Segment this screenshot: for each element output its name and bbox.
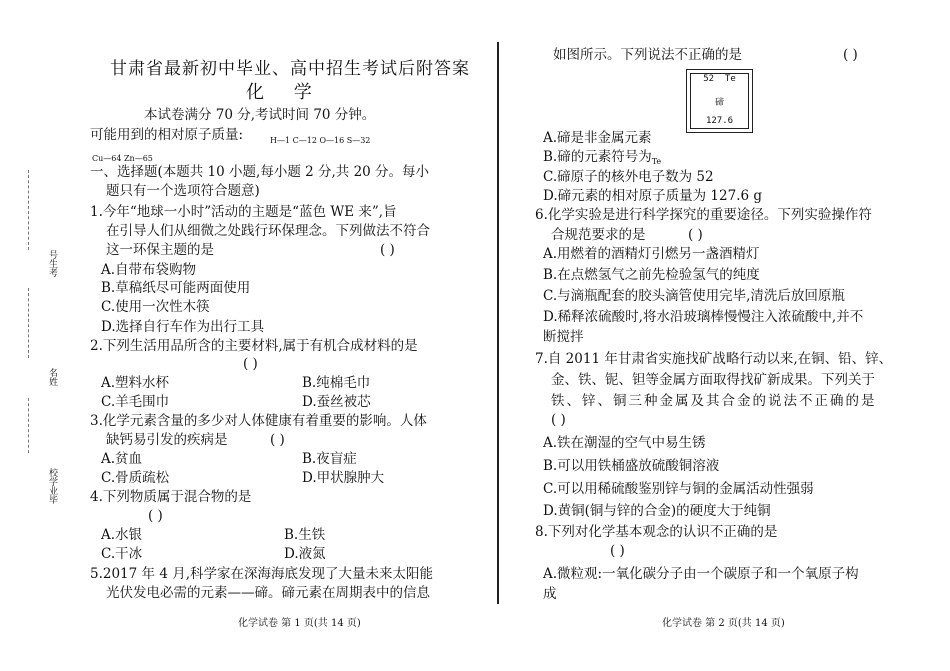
q3-answer-blank[interactable]: ( ) [270, 432, 285, 448]
q1-stem-3: 这一环保主题的是 [106, 242, 214, 258]
page-1-footer: 化学试卷 第 1 页(共 14 页) [238, 618, 361, 629]
q2-answer-blank[interactable]: ( ) [243, 356, 258, 372]
element-atomic-mass: 127.6 [705, 116, 734, 126]
q2-option-d[interactable]: D.蚕丝被芯 [302, 394, 371, 410]
q8-stem-1: 8.下列对化学基本观念的认识不正确的是 [535, 524, 778, 540]
q7-stem-2: 金、铁、铌、钽等金属方面取得找矿新成果。下列关于 [551, 372, 875, 388]
q7-stem-1: 7.自 2011 年甘肃省实施找矿战略行动以来,在铜、铅、锌、 [535, 351, 893, 367]
q6-option-d-line-2[interactable]: 断搅拌 [543, 329, 584, 345]
margin-label-exam-number: 号生考 [49, 251, 59, 279]
q1-option-c[interactable]: C.使用一次性木筷 [101, 299, 210, 315]
q5-option-d[interactable]: D.碲元素的相对原子质量为 127.6 g [543, 188, 763, 204]
q7-option-d[interactable]: D.黄铜(铜与锌的合金)的硬度大于纯铜 [543, 503, 771, 519]
q5-stem-3: 如图所示。下列说法不正确的是 [553, 47, 742, 63]
q3-stem-2: 缺钙易引发的疾病是 [106, 432, 228, 448]
margin-label-name: 名姓 [49, 369, 59, 388]
margin-dash-line [28, 288, 29, 358]
q7-stem-3: 铁、锌、铜三种金属及其合金的说法不正确的是 [551, 393, 877, 409]
element-header [687, 74, 752, 84]
q1-stem-1: 1.今年“地球一小时”活动的主题是“蓝色 WE 来”,旨 [90, 204, 397, 220]
q1-option-a[interactable]: A.自带布袋购物 [101, 262, 197, 278]
q2-option-c[interactable]: C.羊毛围巾 [101, 394, 170, 410]
q7-option-c[interactable]: C.可以用稀硫酸鉴别锌与铜的金属活动性强弱 [543, 481, 814, 497]
q5-stem-2: 光伏发电必需的元素——碲。碲元素在周期表中的信息 [106, 585, 430, 601]
q2-option-a[interactable]: A.塑料水杯 [101, 375, 170, 391]
atomic-mass-label: 可能用到的相对原子质量: [90, 127, 244, 143]
q6-stem-1: 6.化学实验是进行科学探究的重要途径。下列实验操作符 [535, 207, 872, 223]
periodic-element-card [686, 69, 753, 133]
q4-answer-blank[interactable]: ( ) [148, 508, 163, 524]
q3-option-c[interactable]: C.骨质疏松 [101, 470, 170, 486]
exam-title: 甘肃省最新初中毕业、高中招生考试后附答案 [110, 59, 470, 79]
q3-stem-1: 3.化学元素含量的多少对人体健康有着重要的影响。人体 [90, 413, 427, 429]
q1-option-d[interactable]: D.选择自行车作为出行工具 [101, 319, 265, 335]
q4-option-c[interactable]: C.干冰 [101, 546, 143, 562]
exam-intro: 本试卷满分 70 分,考试时间 70 分钟。 [144, 107, 376, 123]
q8-answer-blank[interactable]: ( ) [610, 543, 625, 559]
q1-option-b[interactable]: B.草稿纸尽可能两面使用 [101, 280, 251, 296]
q7-option-a[interactable]: A.铁在潮湿的空气中易生锈 [543, 435, 706, 451]
q5-option-b-text: B.碲的元素符号为 [543, 149, 652, 165]
q4-option-d[interactable]: D.液氮 [284, 546, 326, 562]
q3-option-b[interactable]: B.夜盲症 [302, 451, 357, 467]
q6-option-a[interactable]: A.用燃着的酒精灯引燃另一盏酒精灯 [543, 246, 760, 262]
q8-option-a-line-2[interactable]: 成 [543, 586, 557, 602]
q7-option-b[interactable]: B.可以用铁桶盛放硫酸铜溶液 [543, 458, 720, 474]
q6-option-c[interactable]: C.与滴瓶配套的胶头滴管使用完毕,清洗后放回原瓶 [543, 288, 845, 304]
page-2-footer: 化学试卷 第 2 页(共 14 页) [662, 618, 785, 629]
page-divider [497, 42, 499, 604]
q1-answer-blank[interactable]: ( ) [380, 242, 395, 258]
q6-option-b[interactable]: B.在点燃氢气之前先检验氢气的纯度 [543, 267, 760, 283]
margin-dash-line [28, 398, 29, 453]
q5-option-b-symbol: Te [651, 157, 662, 166]
element-atomic-number: 52 [703, 74, 715, 84]
section-heading-line-2: 题只有一个选项符合题意) [106, 183, 260, 199]
q3-option-a[interactable]: A.贫血 [101, 451, 143, 467]
q6-stem-2: 合规范要求的是 [551, 227, 646, 243]
binding-margin [22, 170, 59, 520]
q2-option-b[interactable]: B.纯棉毛巾 [302, 375, 371, 391]
q5-option-a[interactable]: A.碲是非金属元素 [543, 130, 652, 146]
margin-dash-line [28, 170, 29, 250]
q6-option-d-line-1[interactable]: D.稀释浓硫酸时,将水沿玻璃棒慢慢注入浓硫酸中,并不 [543, 309, 864, 325]
element-name: 碲 [714, 98, 724, 108]
q5-option-c[interactable]: C.碲原子的核外电子数为 52 [543, 169, 714, 185]
section-heading-line-1: 一、选择题(本题共 10 小题,每小题 2 分,共 20 分。每小 [90, 164, 430, 180]
q3-option-d[interactable]: D.甲状腺肿大 [302, 470, 385, 486]
q5-answer-blank[interactable]: ( ) [843, 47, 858, 63]
q1-stem-2: 在引导人们从细微之处践行环保理念。下列做法不符合 [106, 223, 430, 239]
subject-title: 化 学 [246, 82, 324, 103]
q2-stem-1: 2.下列生活用品所含的主要材料,属于有机合成材料的是 [90, 338, 418, 354]
atomic-mass-row-2: Cu—64 Zn—65 [92, 154, 153, 163]
margin-label-school: 校学业毕 [49, 469, 59, 506]
q4-option-a[interactable]: A.水银 [101, 527, 143, 543]
element-symbol: Te [724, 74, 736, 84]
atomic-mass-row-1: H—1 C—12 O—16 S—32 [270, 136, 371, 145]
q4-option-b[interactable]: B.生铁 [284, 527, 326, 543]
q4-stem-1: 4.下列物质属于混合物的是 [90, 489, 252, 505]
q5-stem-1: 5.2017 年 4 月,科学家在深海海底发现了大量未来太阳能 [90, 566, 433, 582]
q7-answer-blank[interactable]: ( ) [551, 412, 566, 428]
q6-answer-blank[interactable]: ( ) [688, 227, 703, 243]
q8-option-a-line-1[interactable]: A.微粒观:一氧化碳分子由一个碳原子和一个氧原子构 [543, 566, 859, 582]
